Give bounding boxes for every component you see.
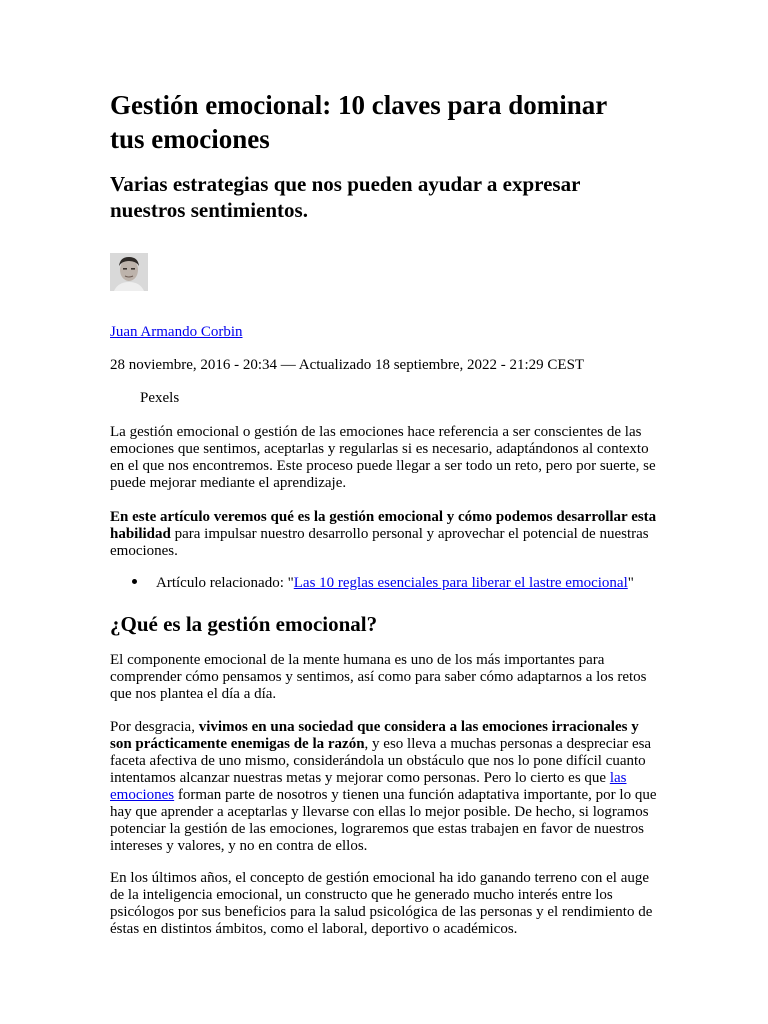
related-article-item xyxy=(132,575,634,592)
p4-mid: , y eso lleva a muchas personas a despreciar esa faceta afectiva de uno mismo, considerándola un obstáculo que nos lo pone difícil cuanto intentamos alcanzar nuestras metas y mejorar como personas. Pero lo cierto es que xyxy=(110,736,652,786)
paragraph-component: El componente emocional de la mente humana es uno de los más importantes para comprender cómo pensamos y sentimos, así como para saber cómo adaptarnos a los retos que nos plantea el día a día. xyxy=(110,652,647,702)
p4-end: forman parte de nosotros y tienen una función adaptativa importante, por lo que hay que aprender a aceptarlas y llevarse con ellas lo mejor posible. De hecho, si logramos potenciar la gestión de las emociones, lograremos que estas trabajen en favor de nuestros intereses y valores, y no en contra de ellos. xyxy=(110,787,657,854)
paragraph-society xyxy=(110,719,660,855)
related-prefix: Artículo relacionado: " xyxy=(156,575,294,591)
lead-paragraph xyxy=(110,509,660,560)
p4-start: Por desgracia, xyxy=(110,719,199,735)
related-suffix: " xyxy=(627,575,634,591)
bullet-icon xyxy=(132,579,137,584)
p4-bold: vivimos en una sociedad que considera a las emociones irracionales y son prácticamente enemigas de la razón xyxy=(110,719,639,752)
paragraph-recent-years: En los últimos años, el concepto de gestión emocional ha ido ganando terreno con el auge de la inteligencia emocional, un constructo que he generado mucho interés entre los psicólogos por sus beneficios para la salud psicológica de las personas y el rendimiento de éstas en distintos ámbitos, como el laboral, deportivo o académicos. xyxy=(110,870,653,937)
emotions-link[interactable]: las emociones xyxy=(110,770,627,803)
article-subtitle: Varias estrategias que nos pueden ayudar a expresar nuestros sentimientos. xyxy=(110,172,581,222)
related-article-link[interactable]: Las 10 reglas esenciales para liberar el lastre emocional xyxy=(293,575,628,591)
dateline: 28 noviembre, 2016 - 20:34 — Actualizado 18 septiembre, 2022 - 21:29 CEST xyxy=(110,357,585,373)
section-heading: ¿Qué es la gestión emocional? xyxy=(110,612,378,636)
lead-bold-text: En este artículo veremos qué es la gestión emocional y cómo podemos desarrollar esta habilidad xyxy=(110,509,657,542)
author-photo xyxy=(110,253,148,291)
article-title: Gestión emocional: 10 claves para dominar tus emociones xyxy=(110,90,607,154)
author-link[interactable]: Juan Armando Corbin xyxy=(110,324,243,340)
author-avatar xyxy=(110,253,148,291)
intro-paragraph: La gestión emocional o gestión de las emociones hace referencia a ser conscientes de las emociones que sentimos, aceptarlas y regularlas si es necesario, adaptándonos al contexto en el que nos encontremos. Este proceso puede llegar a ser todo un reto, pero por suerte, se puede mejorar mediante el aprendizaje. xyxy=(110,424,656,491)
author-name xyxy=(110,324,243,341)
image-credit: Pexels xyxy=(140,390,180,406)
lead-rest-text: para impulsar nuestro desarrollo personal y aprovechar el potencial de nuestras emociones. xyxy=(110,526,649,559)
